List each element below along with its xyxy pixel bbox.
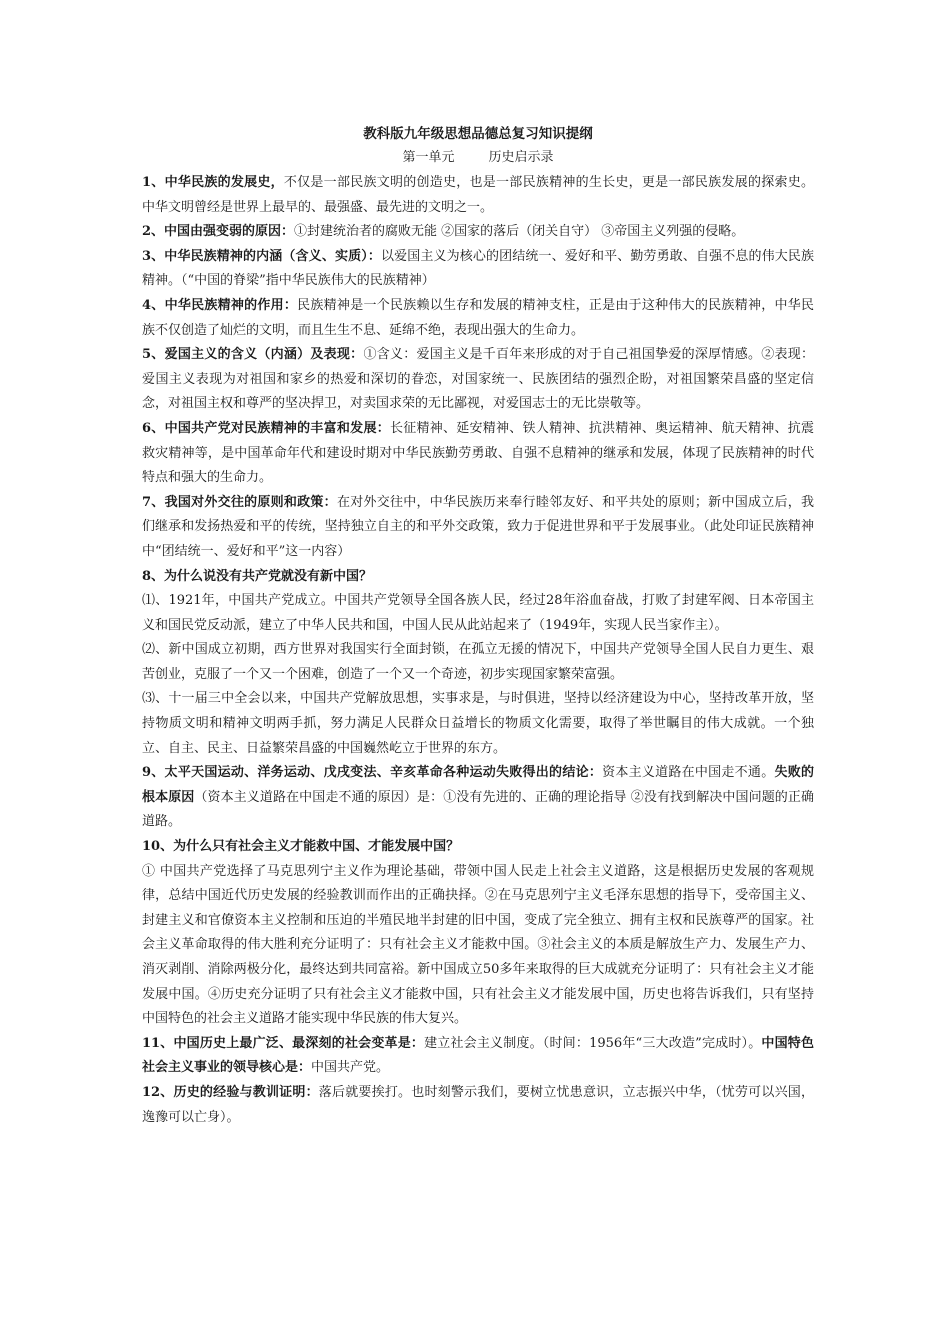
unit-title: 历史启示录 [488,150,554,165]
item-1 [142,171,814,220]
item-8-point-3 [142,687,814,761]
item-heading: 10、为什么只有社会主义才能救中国、才能发展中国？ [142,839,460,855]
item-heading: 4、中华民族精神的作用： [142,297,298,313]
item-heading: 7、我国对外交往的原则和政策： [142,494,337,510]
item-10-body [142,860,814,1032]
unit-heading [142,147,814,169]
item-text: 民族精神是一个民族赖以生存和发展的精神支柱，正是由于这种伟大的民族精神，中华民族不仅创造了灿烂的文明，而且生生不息、延绵不绝，表现出强大的生命力。 [142,297,814,338]
item-heading: 5、爱国主义的含义（内涵）及表现： [142,347,364,363]
document-page [142,123,814,1130]
item-9 [142,761,814,835]
item-heading: 12、历史的经验与教训证明： [142,1084,319,1100]
item-heading: 1、中华民族的发展史， [142,175,284,190]
item-text: 落后就要挨打。也时刻警示我们，要树立忧患意识，立志振兴中华，（忧劳可以兴国，逸豫可以亡身）。 [142,1084,814,1125]
item-text: ①含义：爱国主义是千百年来形成的对于自己祖国挚爱的深厚情感。②表现：爱国主义表现为对祖国和家乡的热爱和深切的眷恋，对国家统一、民族团结的强烈企盼，对祖国繁荣昌盛的坚定信念，对祖国主权和尊严的坚决捍卫，对卖国求荣的无比鄙视，对爱国志士的无比崇敬等。 [142,347,814,412]
item-2 [142,220,814,245]
document-title: 教科版九年级思想品德总复习知识提纲 [363,126,593,142]
item-text: ①封建统治者的腐败无能 ②国家的落后（闭关自守） ③帝国主义列强的侵略。 [294,224,745,240]
item-8-point-1 [142,589,814,638]
item-heading: 2、中国由强变弱的原因： [142,224,295,240]
item-heading: 9、太平天国运动、洋务运动、戊戌变法、辛亥革命各种运动失败得出的结论： [142,765,603,781]
item-text: 以爱国主义为核心的团结统一、爱好和平、勤劳勇敢、自强不息的伟大民族精神。（“中国的脊梁”指中华民族伟大的民族精神） [142,248,814,289]
item-4 [142,294,814,343]
item-7 [142,491,814,565]
item-text: 在对外交往中，中华民族历来奉行睦邻友好、和平共处的原则；新中国成立后，我们继承和发扬热爱和平的传统，坚持独立自主的和平外交政策，致力于促进世界和平于发展事业。（此处印证民族精神中“团结统一、爱好和平”这一内容） [142,494,814,559]
item-heading: 8、为什么说没有共产党就没有新中国？ [142,568,373,584]
item-text: ⑶、十一届三中全会以来，中国共产党解放思想，实事求是，与时俱进，坚持以经济建设为中心，坚持改革开放，坚持物质文明和精神文明两手抓，努力满足人民群众日益增长的物质文化需要，取得了举世瞩目的伟大成就。一个独立、自主、民主、日益繁荣昌盛的中国巍然屹立于世界的东方。 [142,691,814,756]
item-12 [142,1081,814,1130]
item-text: ① 中国共产党选择了马克思列宁主义作为理论基础，带领中国人民走上社会主义道路，这是根据历史发展的客观规律，总结中国近代历史发展的经验教训而作出的正确抉择。②在马克思列宁主义毛泽东思想的指导下，受帝国主义、封建主义和官僚资本主义控制和压迫的半殖民地半封建的旧中国，变成了完全独立、拥有主权和民族尊严的国家。社会主义革命取得的伟大胜利充分证明了：只有社会主义才能救中国。③社会主义的本质是解放生产力、发展生产力、消灭剥削、消除两极分化，最终达到共同富裕。新中国成立50多年来取得的巨大成就充分证明了：只有社会主义才能发展中国。④历史充分证明了只有社会主义才能救中国，只有社会主义才能发展中国，历史也将告诉我们，只有坚持中国特色的社会主义道路才能实现中华民族的伟大复兴。 [142,863,814,1027]
item-text: 资本主义道路在中国走不通。 [602,765,775,781]
item-heading: 6、中国共产党对民族精神的丰富和发展： [142,420,390,436]
item-heading: 3、中华民族精神的内涵（含义、实质）： [142,248,381,264]
item-8 [142,565,814,590]
item-text: 不仅是一部民族文明的创造史，也是一部民族精神的生长史，更是一部民族发展的探索史。中华文明曾经是世界上最早的、最强盛、最先进的文明之一。 [142,175,814,215]
item-8-point-2 [142,638,814,687]
item-subheading: 中国特色社会主义事业的领导核心是： [142,1035,814,1076]
item-text: 中国共产党。 [311,1060,390,1076]
item-5 [142,343,814,417]
item-subheading: 失败的根本原因 [142,765,814,805]
item-text: ⑵、新中国成立初期，西方世界对我国实行全面封锁，在孤立无援的情况下，中国共产党领导全国人民自力更生、艰苦创业，克服了一个又一个困难，创造了一个又一个奇迹，初步实现国家繁荣富强。 [142,642,814,682]
unit-number: 第一单元 [402,150,455,165]
item-text: 建立社会主义制度。（时间：1956年“三大改造”完成时）。 [424,1035,762,1051]
item-heading: 11、中国历史上最广泛、最深刻的社会变革是： [142,1035,425,1051]
item-text: （资本主义道路在中国走不通的原因）是：①没有先进的、正确的理论指导 ②没有找到解决中国问题的正确道路。 [142,789,814,830]
item-10 [142,835,814,860]
item-3 [142,245,814,294]
item-11 [142,1032,814,1081]
item-6 [142,417,814,491]
item-text: 长征精神、延安精神、铁人精神、抗洪精神、奥运精神、航天精神、抗震救灾精神等，是中国革命年代和建设时期对中华民族勤劳勇敢、自强不息精神的继承和发展，体现了民族精神的时代特点和强大的生命力。 [142,420,814,486]
item-text: ⑴、1921年，中国共产党成立。中国共产党领导全国各族人民，经过28年浴血奋战，打败了封建军阀、日本帝国主义和国民党反动派，建立了中华人民共和国，中国人民从此站起来了（1949年，实现人民当家作主）。 [142,593,814,633]
